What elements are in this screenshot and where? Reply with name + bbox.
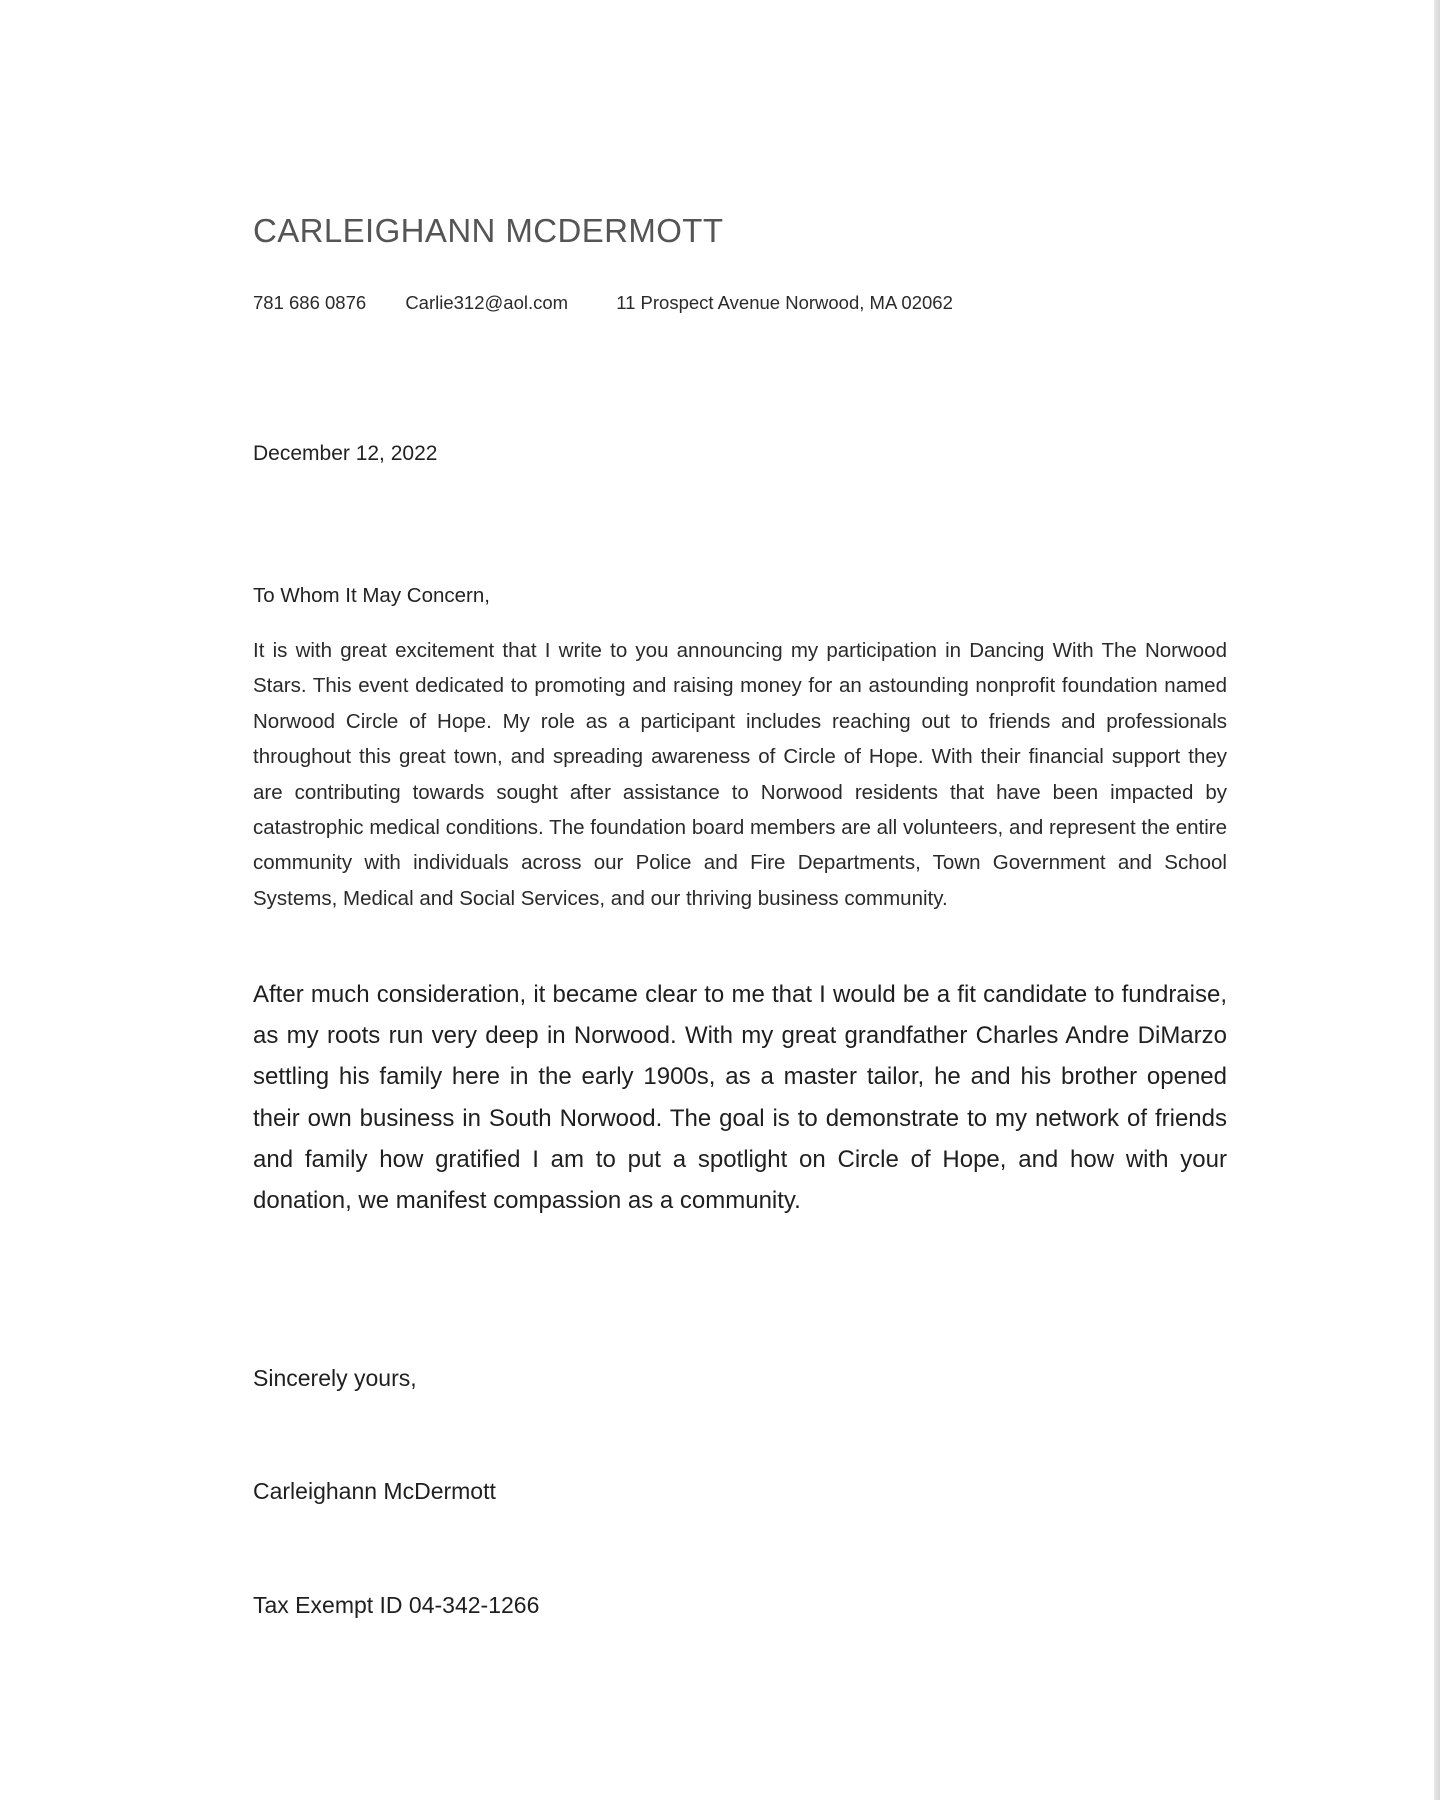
contact-email: Carlie312@aol.com (405, 292, 569, 313)
tax-exempt-id: Tax Exempt ID 04-342-1266 (253, 1592, 540, 1618)
signature-name: Carleighann McDermott (253, 1478, 496, 1504)
closing: Sincerely yours, (253, 1365, 417, 1391)
letter-date: December 12, 2022 (253, 442, 438, 465)
contact-phone: 781 686 0876 (253, 292, 367, 313)
body-paragraph-1: It is with great excitement that I write to you announcing my participation in Dancing With The Norwood Stars. This event dedicated to promoting and raising money for an astounding nonprofit foundation named Norwood Circle of Hope. My role as a participant includes reaching out to friends and professionals throughout this great town, and spreading awareness of Circle of Hope. With their financial support they are contributing towards sought after assistance to Norwood residents that have been impacted by catastrophic medical conditions. The foundation board members are all volunteers, and represent the entire community with individuals across our Police and Fire Departments, Town Government and School Systems, Medical and Social Services, and our thriving business community. (253, 639, 1227, 910)
salutation: To Whom It May Concern, (253, 584, 490, 607)
page-edge (1434, 0, 1440, 1800)
body-paragraph-2: After much consideration, it became clear to me that I would be a fit candidate to fundraise, as my roots run very deep in Norwood. With my great grandfather Charles Andre DiMarzo settling his family here in the early 1900s, as a master tailor, he and his brother opened their own business in South Norwood. The goal is to demonstrate to my network of friends and family how gratified I am to put a spotlight on Circle of Hope, and how with your donation, we manifest compassion as a community. (253, 981, 1227, 1215)
contact-address: 11 Prospect Avenue Norwood, MA 02062 (616, 292, 953, 313)
contact-row (253, 292, 953, 314)
letterhead-name: CARLEIGHANN MCDERMOTT (253, 212, 724, 249)
